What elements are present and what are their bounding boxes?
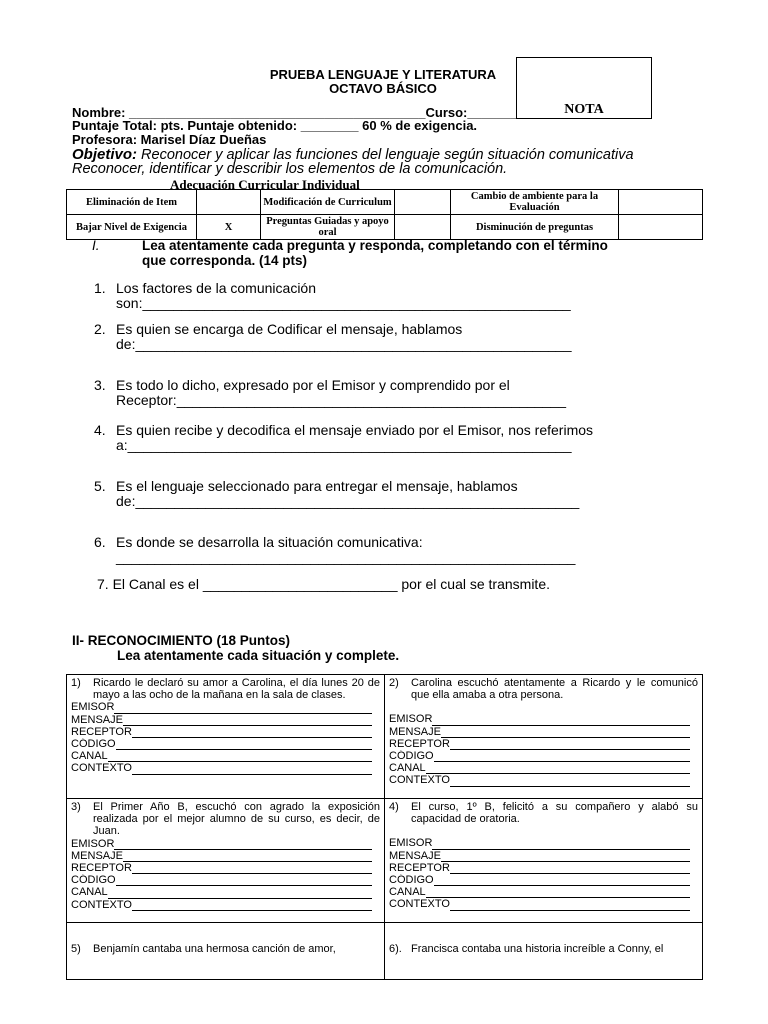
question-1	[94, 281, 594, 311]
field-line-emisor[interactable]	[389, 837, 698, 849]
situation-text: Francisca contaba una historia increíble a Conny, el	[411, 943, 664, 955]
field-line-cdigo[interactable]	[71, 874, 380, 886]
situation-fields	[389, 713, 698, 786]
question-number: 4.	[94, 422, 106, 438]
field-line-contexto[interactable]	[389, 898, 698, 910]
answer-blank[interactable]	[123, 715, 372, 726]
situation-text: El curso, 1º B, felicitó a su compañero y alabó su capacidad de oratoria.	[411, 801, 698, 826]
answer-blank[interactable]	[450, 739, 690, 750]
answer-blank[interactable]	[132, 900, 372, 911]
field-label: MENSAJE	[71, 713, 123, 726]
section-1-instruction-text: Lea atentamente cada pregunta y responda, completando con el término	[142, 238, 608, 253]
adaptation-row	[67, 215, 703, 240]
field-line-contexto[interactable]	[71, 762, 380, 774]
field-label: CANAL	[71, 886, 108, 899]
field-line-cdigo[interactable]	[389, 874, 698, 886]
field-line-receptor[interactable]	[71, 726, 380, 738]
field-line-canal[interactable]	[389, 886, 698, 898]
field-label: EMISOR	[71, 837, 115, 850]
answer-line[interactable]: Receptor:__________________________________________________	[116, 392, 567, 408]
section-2-instruction: Lea atentamente cada situación y complete.	[117, 648, 400, 663]
field-label: CONTEXTO	[389, 898, 450, 911]
grade-box	[516, 57, 652, 119]
situation-fields	[389, 837, 698, 910]
question-number: 3.	[94, 377, 106, 393]
situation-number: 5)	[71, 943, 81, 955]
field-label: RECEPTOR	[389, 737, 450, 750]
situation-text: Benjamín cantaba una hermosa canción de amor,	[93, 943, 336, 955]
answer-line[interactable]: de:________________________________________________________	[116, 336, 572, 352]
situation-text: Carolina escuchó atentamente a Ricardo y le comunicó que ella amaba a otra persona.	[411, 677, 698, 702]
section-1-instruction-text-2: que corresponda. (14 pts)	[142, 253, 308, 268]
field-line-contexto[interactable]	[71, 899, 380, 911]
name-course-line: Nombre: _________________________________________Curso:_________	[72, 105, 533, 120]
question-text: Es quien recibe y decodifica el mensaje enviado por el Emisor, nos referimos	[116, 422, 594, 438]
answer-blank[interactable]	[132, 764, 372, 775]
field-line-mensaje[interactable]	[389, 726, 698, 738]
field-label: RECEPTOR	[389, 861, 450, 874]
field-line-canal[interactable]	[71, 750, 380, 762]
recognition-row	[67, 799, 703, 923]
answer-blank[interactable]	[434, 751, 690, 762]
field-label: RECEPTOR	[71, 862, 132, 875]
answer-blank[interactable]	[123, 851, 372, 862]
question-4	[94, 423, 654, 453]
field-label: CANAL	[389, 762, 426, 775]
adaptation-check-cell[interactable]	[619, 190, 703, 215]
situation-cell-5	[67, 923, 385, 980]
grade-label: NOTA	[564, 102, 604, 117]
field-label: CÓDIGO	[389, 874, 434, 887]
test-subtitle: OCTAVO BÁSICO	[329, 81, 437, 96]
answer-blank[interactable]	[441, 727, 690, 738]
question-text: Los factores de la comunicación	[116, 280, 316, 296]
adaptation-table	[66, 189, 703, 240]
answer-blank[interactable]	[434, 875, 690, 886]
field-line-emisor[interactable]	[71, 701, 380, 713]
answer-blank[interactable]	[132, 863, 372, 874]
situation-number: 6).	[389, 943, 402, 955]
answer-line[interactable]: ___________________________________________________________	[116, 549, 576, 565]
field-line-mensaje[interactable]	[71, 850, 380, 862]
question-7[interactable]: 7. El Canal es el _________________________ por el cual se transmite.	[97, 576, 550, 592]
test-title: PRUEBA LENGUAJE Y LITERATURA	[269, 67, 497, 82]
situation-text: El Primer Año B, escuchó con agrado la exposición realizada por el mejor alumno de su curso, es decir, de Juan.	[93, 801, 380, 838]
answer-line[interactable]: son:_______________________________________________________	[116, 295, 571, 311]
question-text: Es quien se encarga de Codificar el mensaje, hablamos	[116, 321, 463, 337]
answer-blank[interactable]	[132, 727, 372, 738]
situation-cell-3	[67, 799, 385, 923]
field-label: EMISOR	[389, 713, 433, 726]
situation-fields	[71, 701, 380, 774]
answer-blank[interactable]	[108, 888, 372, 899]
field-label: MENSAJE	[71, 849, 123, 862]
question-2	[94, 322, 594, 352]
answer-blank[interactable]	[116, 739, 372, 750]
field-label: CÓDIGO	[71, 738, 116, 751]
recognition-row	[67, 675, 703, 799]
situation-cell-1	[67, 675, 385, 799]
adaptation-cell: Disminución de preguntas	[451, 215, 619, 240]
adaptation-title: Adecuación Curricular Individual	[170, 177, 360, 192]
question-text: Es donde se desarrolla la situación comunicativa:	[116, 534, 423, 550]
situation-fields	[71, 838, 380, 911]
adaptation-check-cell[interactable]	[619, 215, 703, 240]
field-line-receptor[interactable]	[389, 862, 698, 874]
answer-blank[interactable]	[432, 715, 690, 726]
answer-line[interactable]: de:_________________________________________________________	[116, 493, 580, 509]
question-6	[94, 535, 614, 565]
field-line-cdigo[interactable]	[389, 750, 698, 762]
question-number: 6.	[94, 534, 106, 550]
score-line: Puntaje Total: pts. Puntaje obtenido: ________ 60 % de exigencia.	[72, 118, 478, 133]
adaptation-check-cell[interactable]: X	[197, 215, 261, 240]
field-label: CONTEXTO	[71, 898, 132, 911]
objective-line-2: Reconocer, identificar y describir los elementos de la comunicación.	[72, 161, 508, 177]
field-label: CANAL	[389, 886, 426, 899]
answer-blank[interactable]	[450, 863, 690, 874]
adaptation-row	[67, 190, 703, 215]
question-text: Es todo lo dicho, expresado por el Emisor y comprendido por el	[116, 377, 510, 393]
section-2-title: II- RECONOCIMIENTO (18 Puntos)	[72, 633, 291, 648]
field-line-mensaje[interactable]	[71, 714, 380, 726]
section-1-numeral: I.	[92, 238, 100, 253]
objective-label: Objetivo:	[72, 146, 138, 163]
question-number: 5.	[94, 478, 106, 494]
situation-cell-2	[385, 675, 703, 799]
field-label: EMISOR	[71, 701, 115, 714]
situation-number: 2)	[389, 677, 399, 689]
question-3	[94, 378, 594, 408]
situation-number: 1)	[71, 677, 81, 689]
field-line-emisor[interactable]	[71, 838, 380, 850]
field-label: MENSAJE	[389, 849, 441, 862]
question-text: Es el lenguaje seleccionado para entregar el mensaje, hablamos	[116, 478, 518, 494]
situation-text: Ricardo le declaró su amor a Carolina, el día lunes 20 de mayo a las ocho de la mañana en la sala de clases.	[93, 677, 380, 702]
teacher-line: Profesora: Marisel Díaz Dueñas	[72, 132, 267, 147]
situation-cell-6	[385, 923, 703, 980]
answer-blank[interactable]	[114, 839, 372, 850]
question-number: 2.	[94, 321, 106, 337]
answer-blank[interactable]	[450, 776, 690, 787]
field-label: CÓDIGO	[71, 874, 116, 887]
field-label: RECEPTOR	[71, 725, 132, 738]
situation-number: 4)	[389, 801, 399, 813]
adaptation-cell: Eliminación de Item	[67, 190, 197, 215]
answer-blank[interactable]	[432, 839, 690, 850]
situation-cell-4	[385, 799, 703, 923]
field-label: MENSAJE	[389, 725, 441, 738]
question-number: 1.	[94, 280, 106, 296]
answer-blank[interactable]	[426, 887, 690, 898]
field-line-mensaje[interactable]	[389, 850, 698, 862]
adaptation-cell: Cambio de ambiente para la Evaluación	[451, 190, 619, 215]
field-line-canal[interactable]	[389, 762, 698, 774]
field-line-cdigo[interactable]	[71, 738, 380, 750]
question-5	[94, 479, 614, 509]
recognition-row	[67, 923, 703, 980]
answer-blank[interactable]	[426, 763, 690, 774]
situation-number: 3)	[71, 801, 81, 813]
field-label: CONTEXTO	[389, 774, 450, 787]
field-label: EMISOR	[389, 837, 433, 850]
answer-blank[interactable]	[450, 900, 690, 911]
field-line-contexto[interactable]	[389, 774, 698, 786]
adaptation-check-cell[interactable]	[197, 190, 261, 215]
answer-blank[interactable]	[114, 703, 372, 714]
field-line-canal[interactable]	[71, 886, 380, 898]
objective-text: Reconocer y aplicar las funciones del lenguaje según situación comunicativa	[137, 147, 634, 163]
adaptation-cell: Preguntas Guiadas y apoyo oral	[261, 215, 395, 240]
answer-blank[interactable]	[116, 875, 372, 886]
section-1-instruction	[92, 238, 608, 268]
field-label: CONTEXTO	[71, 762, 132, 775]
field-label: CANAL	[71, 750, 108, 763]
field-line-receptor[interactable]	[389, 738, 698, 750]
field-label: CÓDIGO	[389, 750, 434, 763]
answer-blank[interactable]	[441, 851, 690, 862]
answer-blank[interactable]	[108, 751, 372, 762]
field-line-receptor[interactable]	[71, 862, 380, 874]
answer-line[interactable]: a:_________________________________________________________	[116, 437, 572, 453]
adaptation-check-cell[interactable]	[395, 190, 451, 215]
adaptation-cell: Bajar Nivel de Exigencia	[67, 215, 197, 240]
field-line-emisor[interactable]	[389, 713, 698, 725]
adaptation-check-cell[interactable]	[395, 215, 451, 240]
adaptation-cell: Modificación de Curriculum	[261, 190, 395, 215]
recognition-table	[66, 674, 703, 980]
